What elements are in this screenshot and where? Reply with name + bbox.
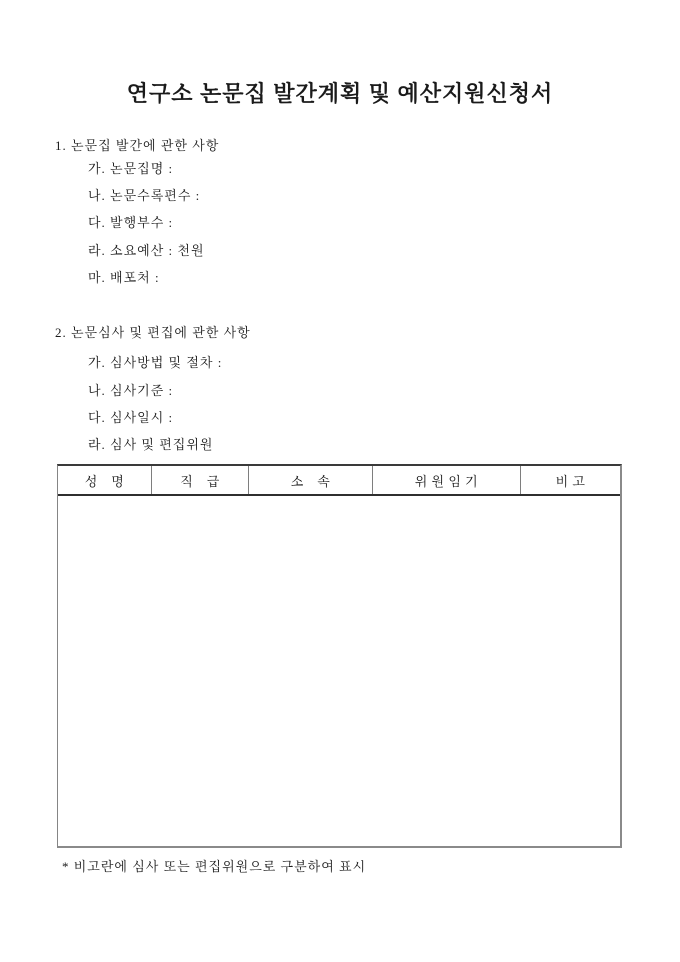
column-header-name: 성 명 [58, 466, 152, 494]
section1-item-print-copies: 다. 발행부수 : [88, 215, 174, 230]
section1-item-paper-count: 나. 논문수록편수 : [88, 188, 201, 203]
section2-item-review-date: 다. 심사일시 : [88, 410, 174, 425]
column-header-affiliation: 소 속 [249, 466, 373, 494]
page-title: 연구소 논문집 발간계획 및 예산지원신청서 [126, 81, 554, 106]
column-header-term: 위 원 임 기 [373, 466, 521, 494]
section1-heading: 1. 논문집 발간에 관한 사항 [55, 138, 220, 153]
section2-heading: 2. 논문심사 및 편집에 관한 사항 [55, 325, 251, 340]
section2-item-review-criteria: 나. 심사기준 : [88, 383, 174, 398]
section1-item-budget: 라. 소요예산 : 천원 [88, 243, 205, 258]
section1-item-journal-name: 가. 논문집명 : [88, 161, 174, 176]
section1-item-distribution: 마. 배포처 : [88, 270, 160, 285]
section2-item-committee: 라. 심사 및 편집위원 [88, 437, 214, 452]
section2-item-review-method: 가. 심사방법 및 절차 : [88, 355, 223, 370]
column-header-remarks: 비 고 [555, 473, 586, 489]
table-body-empty [58, 496, 620, 846]
footnote: * 비고란에 심사 또는 편집위원으로 구분하여 표시 [62, 859, 367, 874]
column-header-rank: 직 급 [152, 466, 249, 494]
committee-table [57, 464, 622, 848]
table-header-row [58, 466, 620, 496]
